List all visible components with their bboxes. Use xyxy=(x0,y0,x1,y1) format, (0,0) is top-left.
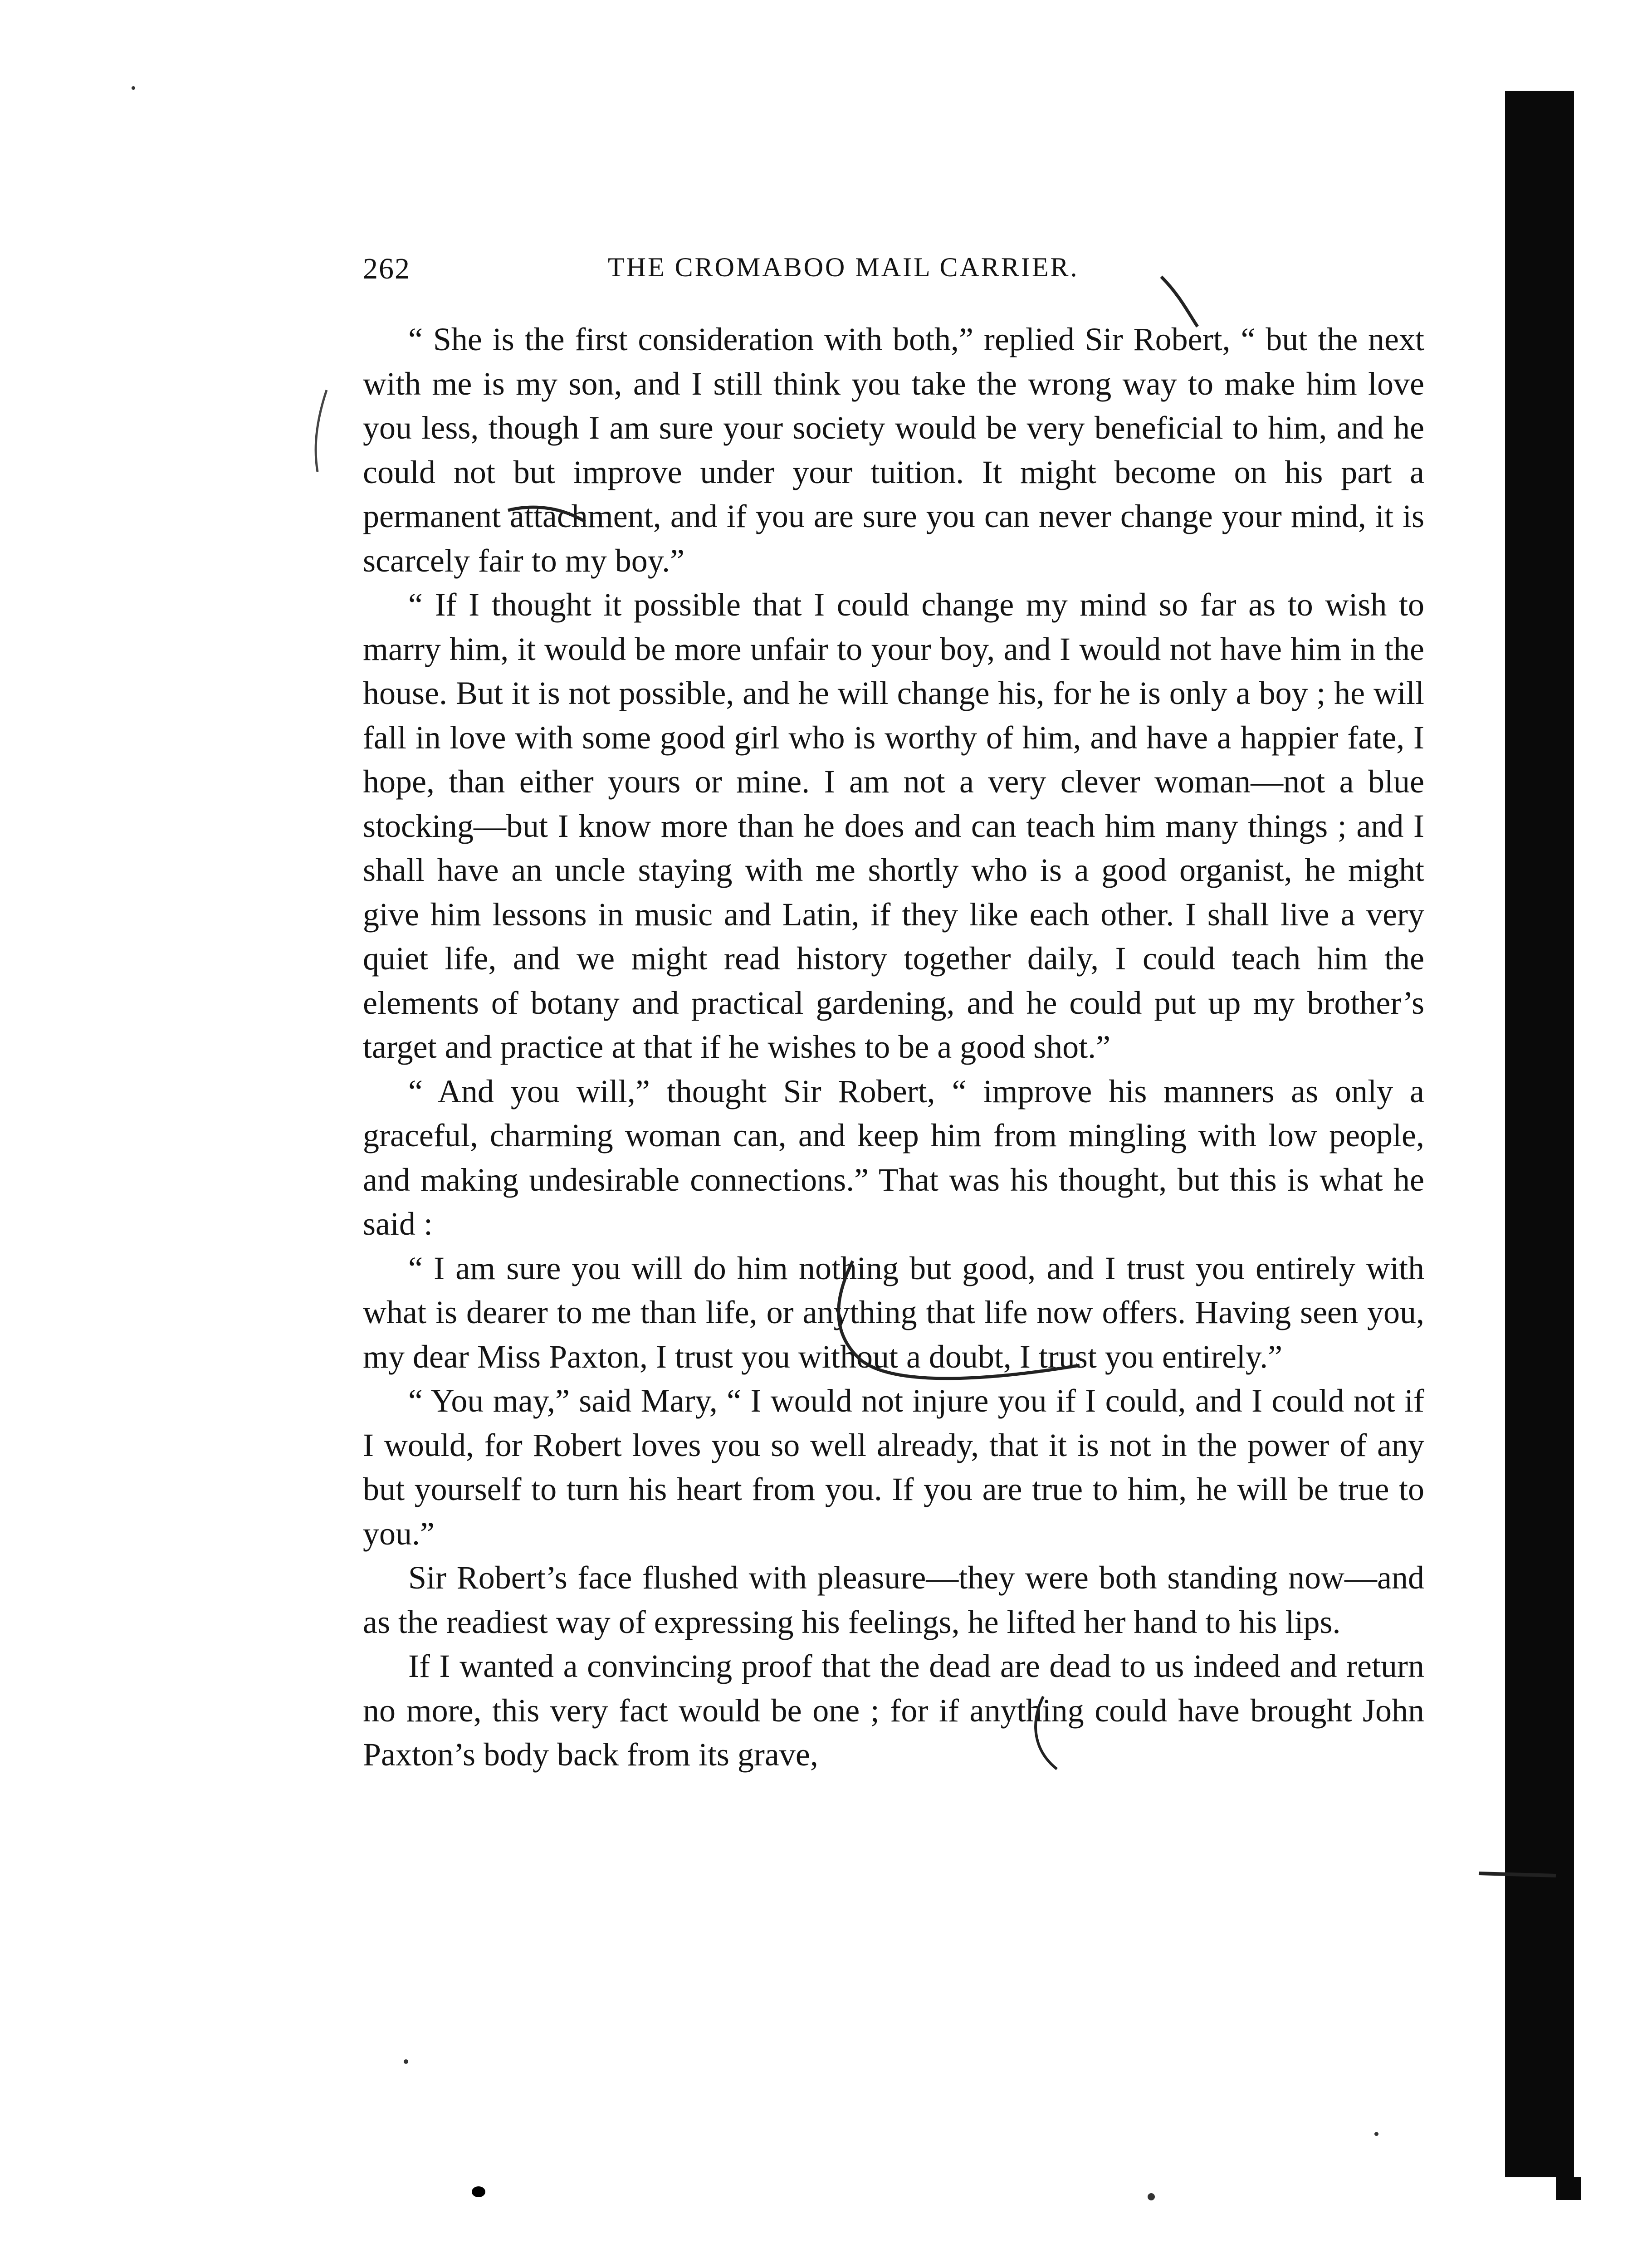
paragraph-4: “ I am sure you will do him nothing but good, and I trust you entirely with what is dearer to me than life, or anything that life now offers. Having seen you, my dear Miss Paxton, I trust you without a doubt, I trust you entirely.” xyxy=(363,1250,1424,1375)
page-number: 262 xyxy=(363,252,411,285)
scan-speck xyxy=(404,2059,408,2064)
body-text xyxy=(363,318,1424,1777)
paragraph-3: “ And you will,” thought Sir Robert, “ improve his manners as only a graceful, charming woman can, and keep him from mingling with low people, and making undesirable connections.” That was his thought, but this is what he said : xyxy=(363,1073,1424,1242)
paragraph-6: Sir Robert’s face flushed with pleasure—they were both standing now—and as the readiest way of expressing his feelings, he lifted her hand to his lips. xyxy=(363,1559,1424,1640)
scan-speck xyxy=(1148,2193,1155,2200)
running-title: THE CROMABOO MAIL CARRIER. xyxy=(608,252,1079,282)
paragraph-7: If I wanted a convincing proof that the dead are dead to us indeed and return no more, this very fact would be one ; for if anything could have brought John Paxton’s body back from its grave, xyxy=(363,1648,1424,1773)
running-header xyxy=(363,252,1406,293)
paragraph-2: “ If I thought it possible that I could change my mind so far as to wish to marry him, it would be more unfair to your boy, and I would not have him in the house. But it is not possible, and he will change his, for he is only a boy ; he will fall in love with some good girl who is worthy of him, and have a happier fate, I hope, than either yours or mine. I am not a very clever woman—not a blue stocking—but I know more than he does and can teach him many things ; and I shall have an uncle staying with me shortly who is a good organist, he might give him lessons in music and Latin, if they like each other. I shall live a very quiet life, and we might read history together daily, I could teach him the elements of botany and practical gardening, and he could put up my brother’s target and practice at that if he wishes to be a good shot.” xyxy=(363,587,1424,1065)
paragraph-5: “ You may,” said Mary, “ I would not injure you if I could, and I could not if I would, for Robert loves you so well already, that it is not in the power of any but yourself to turn his heart from you. If you are true to him, he will be true to you.” xyxy=(363,1383,1424,1552)
scan-speck xyxy=(132,86,135,90)
scan-speck xyxy=(472,2186,485,2197)
scan-margin-bar-tail xyxy=(1556,2177,1581,2200)
scan-margin-bar xyxy=(1505,91,1574,2177)
paragraph-1: “ She is the first consideration with both,” replied Sir Robert, “ but the next with me is my son, and I still think you take the wrong way to make him love you less, though I am sure your society would be very beneficial to him, and he could not but improve under your tuition. It might become on his part a permanent attachment, and if you are sure you can never change your mind, it is scarcely fair to my boy.” xyxy=(363,321,1424,579)
scan-speck xyxy=(1374,2132,1378,2136)
pen-stroke xyxy=(316,390,327,472)
